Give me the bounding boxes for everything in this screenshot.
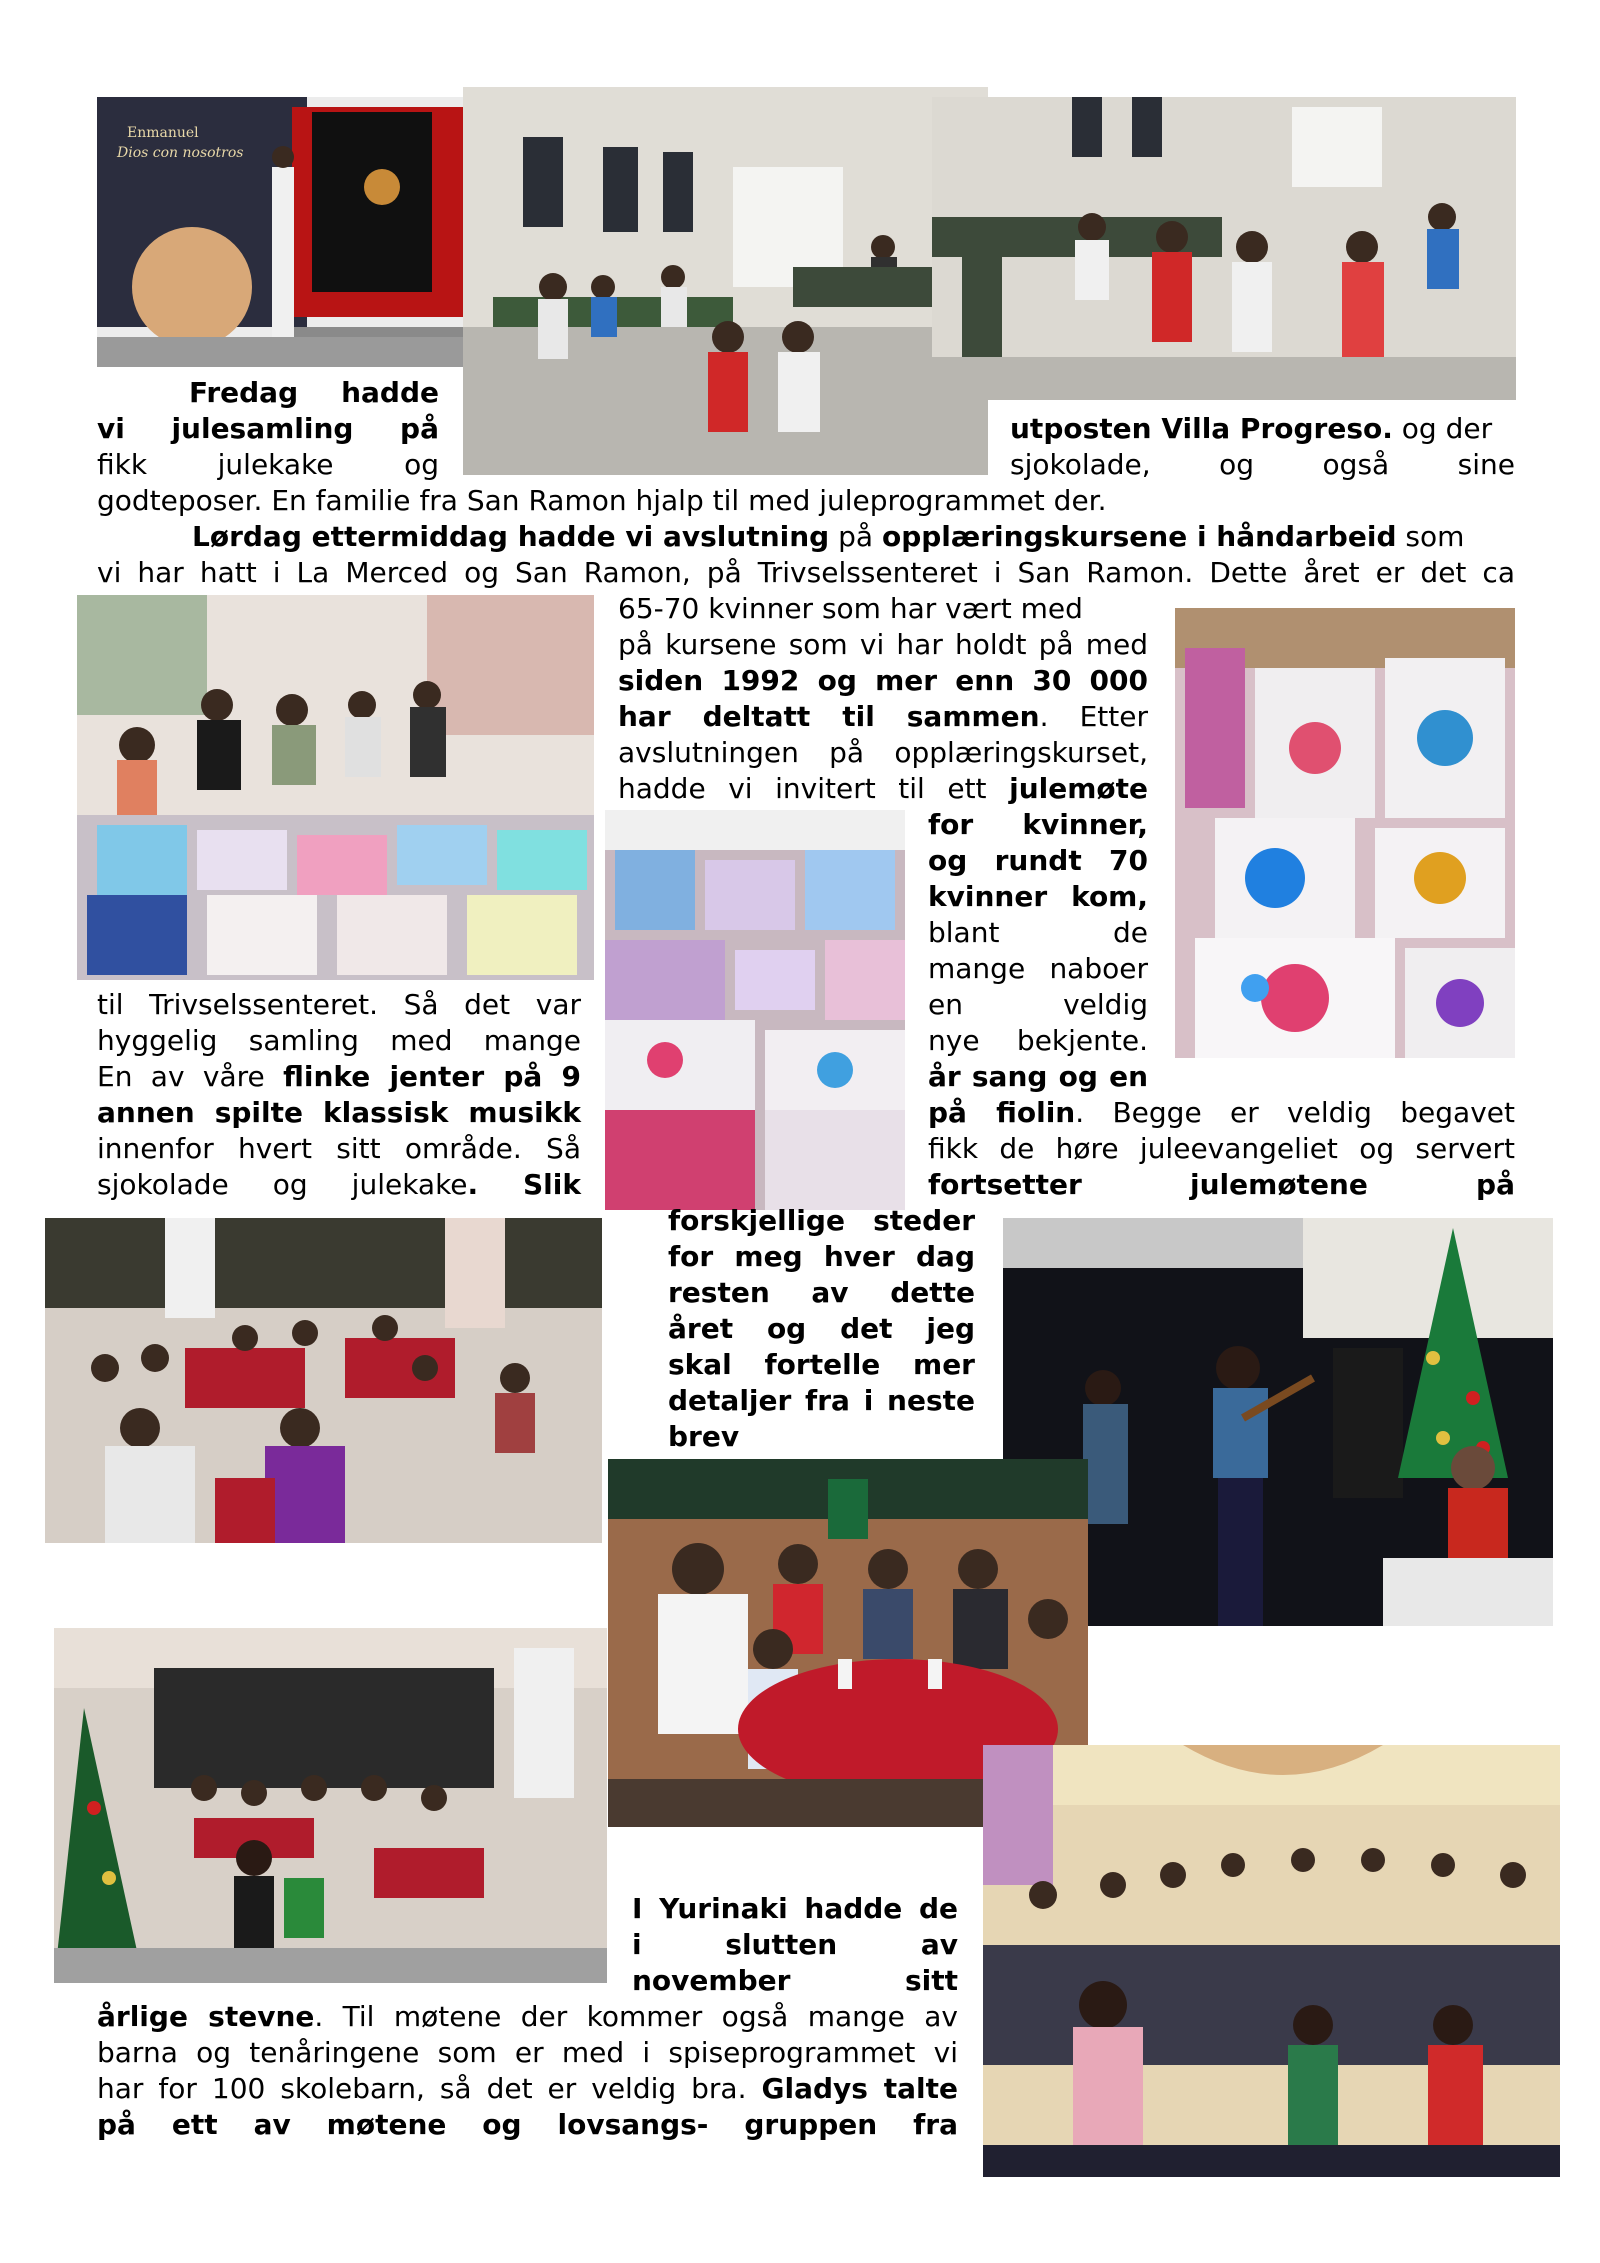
line-lf2: hyggelig samling med mange: [97, 1024, 581, 1057]
photo-yurinaki-crowd: [983, 1745, 1560, 2177]
line-c1: forskjellige steder: [668, 1204, 975, 1237]
line-r3: kvinner kom,: [928, 880, 1148, 913]
line-r9: på fiolin. Begge er veldig begavet: [928, 1096, 1515, 1129]
line-lf1: til Trivselssenteret. Så det var: [97, 988, 581, 1021]
line-r6: en veldig: [928, 988, 1148, 1021]
line-r5: mange naboer: [928, 952, 1148, 985]
banner-text: Enmanuel: [127, 125, 199, 141]
line-m6: hadde vi invitert til ett julemøte: [618, 772, 1148, 805]
line-r4: blant de: [928, 916, 1148, 949]
line-y6: har for 100 skolebarn, så det er veldig bra. Gladys talte: [97, 2072, 959, 2105]
line-m5: avslutningen på opplæringskurset,: [618, 736, 1148, 769]
line-fredag: Fredag hadde: [189, 376, 439, 409]
line-y3: november sitt: [632, 1964, 958, 1997]
line-y2: i slutten av: [632, 1928, 958, 1961]
line-la-merced: vi har hatt i La Merced og San Ramon, på Trivselssenteret i San Ramon. Dette året er det ca: [97, 556, 1515, 589]
line-r10: fikk de høre juleevangeliet og servert: [928, 1132, 1515, 1165]
line-y5: barna og tenåringene som er med i spiseprogrammet vi: [97, 2036, 958, 2069]
line-c7: brev: [668, 1420, 740, 1453]
photo-embroidery-closeup: [1175, 608, 1515, 1058]
line-m3: siden 1992 og mer enn 30 000: [618, 664, 1148, 697]
line-y4: årlige stevne. Til møtene der kommer også mange av: [97, 2000, 958, 2033]
line-r1: for kvinner,: [928, 808, 1148, 841]
line-c6: detaljer fra i neste: [668, 1384, 975, 1417]
photo-women-meeting-2: [54, 1628, 607, 1983]
line-lf3: En av våre flinke jenter på 9: [97, 1060, 582, 1093]
line-r11: fortsetter julemøtene på: [928, 1168, 1515, 1201]
line-m4: har deltatt til sammen. Etter: [618, 700, 1149, 733]
line-m2: på kursene som vi har holdt på med: [618, 628, 1148, 661]
line-y7: på ett av møtene og lovsangs- gruppen fra: [97, 2108, 958, 2141]
line-c5: skal fortelle mer: [668, 1348, 975, 1381]
line-lf4: annen spilte klassisk musikk: [97, 1096, 581, 1129]
line-r8: år sang og en: [928, 1060, 1148, 1093]
line-c4: året og det jeg: [668, 1312, 975, 1345]
line-julekake: fikk julekake og: [97, 448, 439, 481]
line-julesamling: vi julesamling på: [97, 412, 439, 445]
line-r7: nye bekjente.: [928, 1024, 1148, 1057]
line-y1: I Yurinaki hadde de: [632, 1892, 958, 1925]
photo-women-crafts: [77, 595, 594, 980]
photo-women-meeting-1: [45, 1218, 602, 1543]
photo-puppet-stage: [97, 97, 463, 367]
photo-crafts-display: [605, 810, 905, 1210]
line-m1: 65-70 kvinner som har vært med: [618, 592, 1083, 625]
line-lf5: innenfor hvert sitt område. Så: [97, 1132, 581, 1165]
line-godteposer: godteposer. En familie fra San Ramon hjalp til med juleprogrammet der.: [97, 484, 1107, 517]
line-lordag: Lørdag ettermiddag hadde vi avslutning på opplæringskursene i håndarbeid som: [192, 520, 1465, 553]
line-villa-progreso: utposten Villa Progreso. og der: [1010, 412, 1493, 445]
line-c3: resten av dette: [668, 1276, 975, 1309]
line-r2: og rundt 70: [928, 844, 1148, 877]
banner-subtitle: Dios con nosotros: [117, 145, 244, 161]
photo-children-hall-2: [932, 97, 1516, 400]
line-lf6: sjokolade og julekake. Slik: [97, 1168, 581, 1201]
line-sjokolade: sjokolade, og også sine: [1010, 448, 1515, 481]
line-c2: for meg hver dag: [668, 1240, 975, 1273]
photo-children-hall-1: [463, 87, 988, 475]
